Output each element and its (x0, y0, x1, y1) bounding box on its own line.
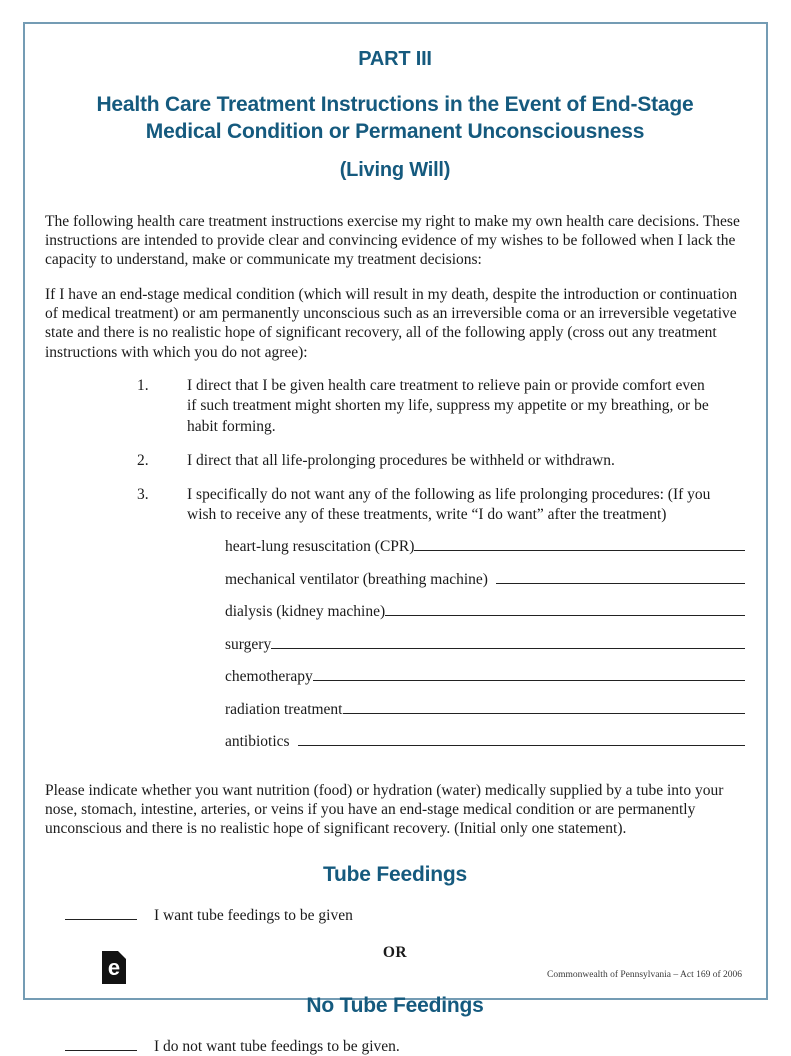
document-title-line2: Medical Condition or Permanent Unconsciousness (145, 120, 645, 144)
intro-paragraph: The following health care treatment instructions exercise my right to make my own health care decisions. These instructions are intended to provide clear and convincing evidence of my wishes to be followed when I lack the capacity to understand, make or communicate my treatment decisions: (45, 212, 740, 269)
document-subtitle: (Living Will) (339, 158, 451, 181)
treatment-row-cpr (225, 535, 745, 568)
treatment-writein-line[interactable] (298, 730, 745, 746)
tube-feedings-option (65, 904, 745, 925)
directive-item-2 (45, 451, 745, 471)
treatment-writein-line[interactable] (496, 568, 745, 584)
directive-number: 1. (137, 377, 149, 395)
directives-list (45, 376, 745, 525)
directive-number: 2. (137, 451, 149, 469)
logo-letter: e (107, 955, 121, 980)
treatment-row-ventilator (225, 568, 745, 601)
treatment-writein-line[interactable] (313, 665, 745, 681)
treatment-row-radiation (225, 698, 745, 731)
document-title (45, 91, 745, 146)
tube-feedings-heading: Tube Feedings (322, 862, 468, 886)
nutrition-paragraph: Please indicate whether you want nutrition (food) or hydration (water) medically supplied by a tube into your nose, stomach, intestine, arteries, or veins if you have an end-stage medical condition or are permanently unconscious and there is no realistic hope of significant recovery. (Initial only one statement). (45, 781, 724, 838)
treatment-label: heart-lung resuscitation (CPR) (225, 538, 415, 556)
treatment-label: chemotherapy (225, 668, 313, 686)
treatment-writein-line[interactable] (385, 600, 745, 616)
treatments-list (45, 535, 745, 763)
treatment-label: surgery (225, 635, 272, 653)
part-label: PART III (358, 48, 432, 70)
directive-number: 3. (137, 485, 149, 503)
treatment-row-chemotherapy (225, 665, 745, 698)
no-tube-feedings-statement: I do not want tube feedings to be given. (154, 1038, 400, 1056)
treatment-writein-line[interactable] (414, 535, 745, 551)
treatment-row-antibiotics (225, 730, 745, 763)
footer-credit: Commonwealth of Pennsylvania – Act 169 of 2006 (547, 970, 742, 980)
directive-text: I direct that all life-prolonging procedures be withheld or withdrawn. (187, 451, 615, 469)
document-title-line1: Health Care Treatment Instructions in the Event of End-Stage (96, 93, 694, 116)
treatment-writein-line[interactable] (343, 698, 746, 714)
edocument-logo-icon (102, 951, 126, 984)
treatment-label: mechanical ventilator (breathing machine) (225, 570, 488, 588)
initial-line-tube-feedings[interactable] (65, 904, 137, 920)
treatment-label: dialysis (kidney machine) (225, 603, 386, 621)
living-will-page (23, 22, 768, 1056)
directive-text: I specifically do not want any of the following as life prolonging procedures: (If you wish to receive any of these treatments, write “I do want” after the treatment) (187, 485, 711, 523)
condition-paragraph: If I have an end-stage medical condition (which will result in my death, despite the introduction or continuation of medical treatment) or am permanently unconscious such as an irreversible coma or an irreversible vegetative state and there is no realistic hope of significant recovery, all of the following apply (cross out any treatment instructions with which you do not agree): (45, 285, 738, 361)
treatment-row-dialysis (225, 600, 745, 633)
no-tube-feedings-option (65, 1035, 745, 1056)
treatment-label: radiation treatment (225, 700, 343, 718)
initial-line-no-tube-feedings[interactable] (65, 1035, 137, 1051)
directive-text: I direct that I be given health care treatment to relieve pain or provide comfort even if such treatment might shorten my life, suppress my appetite or my breathing, or be habit forming. (187, 377, 709, 435)
or-label: OR (382, 943, 408, 961)
treatment-label: antibiotics (225, 733, 290, 751)
treatment-row-surgery (225, 633, 745, 666)
no-tube-feedings-heading: No Tube Feedings (306, 993, 484, 1017)
directive-item-1 (45, 376, 745, 436)
treatment-writein-line[interactable] (271, 633, 745, 649)
directive-item-3 (45, 485, 745, 525)
tube-feedings-statement: I want tube feedings to be given (154, 906, 353, 924)
